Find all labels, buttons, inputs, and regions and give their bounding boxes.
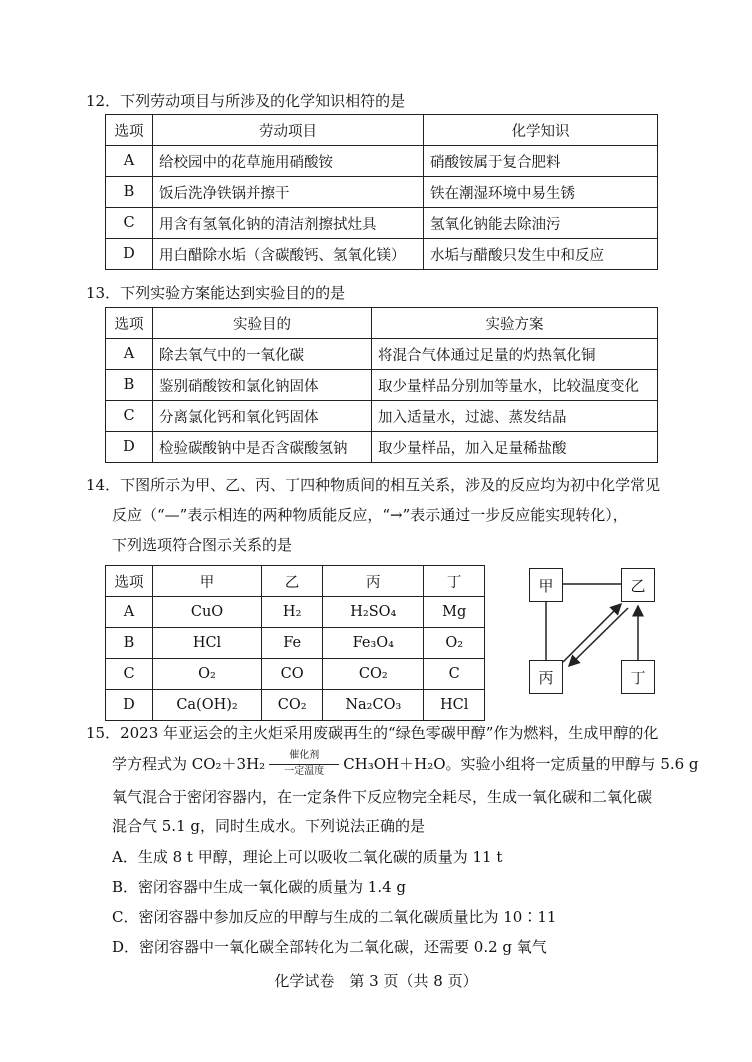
header-cell: 劳动项目 (153, 115, 424, 146)
diagram-node-jia: 甲 (529, 568, 563, 602)
table-cell: C (106, 659, 153, 690)
table-cell: CO₂ (262, 690, 323, 721)
header-cell: 选项 (106, 566, 153, 597)
table-cell: HCl (153, 628, 262, 659)
table-cell: 除去氧气中的一氧化碳 (153, 339, 372, 370)
table-cell: C (106, 208, 153, 239)
table-cell: HCl (424, 690, 485, 721)
table-cell: Ca(OH)₂ (153, 690, 262, 721)
table-cell: B (106, 370, 153, 401)
q12-table (105, 114, 658, 270)
table-cell: H₂SO₄ (323, 597, 424, 628)
table-row (106, 597, 485, 628)
q15-option-c: C．密闭容器中参加反应的甲醇与生成的二氧化碳质量比为 10∶11 (112, 908, 557, 926)
diagram-node-yi: 乙 (621, 568, 655, 602)
table-cell: 取少量样品，加入足量稀盐酸 (372, 432, 658, 463)
arrow-yi-to-bing (569, 608, 628, 666)
header-cell: 选项 (106, 308, 153, 339)
q14-table (105, 565, 485, 721)
table-row (106, 659, 485, 690)
table-cell: B (106, 177, 153, 208)
table-cell: 检验碳酸钠中是否含碳酸氢钠 (153, 432, 372, 463)
table-cell: CuO (153, 597, 262, 628)
q14-stem-line2: 反应（“—”表示相连的两种物质能反应，“→”表示通过一步反应能实现转化）， (112, 506, 628, 524)
header-cell: 实验目的 (153, 308, 372, 339)
q13-table (105, 307, 658, 463)
page-footer: 化学试卷 第 3 页（共 8 页） (274, 972, 478, 990)
header-cell: 乙 (262, 566, 323, 597)
table-cell: O₂ (153, 659, 262, 690)
q15-stem-line2 (112, 748, 699, 780)
table-cell: A (106, 339, 153, 370)
q14-stem-line3: 下列选项符合图示关系的是 (112, 536, 293, 554)
table-cell: 加入适量水，过滤、蒸发结晶 (372, 401, 658, 432)
header-cell: 化学知识 (424, 115, 658, 146)
equation-products: CH₃OH＋H₂O。实验小组将一定质量的甲醇与 5.6 g (343, 755, 699, 773)
table-cell: B (106, 628, 153, 659)
table-cell: O₂ (424, 628, 485, 659)
q15-stem-line3: 氧气混合于密闭容器内，在一定条件下反应物完全耗尽，生成一氧化碳和二氧化碳 (112, 788, 653, 806)
table-cell: D (106, 432, 153, 463)
table-row (106, 339, 658, 370)
table-cell: CO (262, 659, 323, 690)
table-cell: CO₂ (323, 659, 424, 690)
table-cell: A (106, 597, 153, 628)
table-cell: 取少量样品分别加等量水，比较温度变化 (372, 370, 658, 401)
table-cell: 用白醋除水垢（含碳酸钙、氢氧化镁） (153, 239, 424, 270)
table-cell: 分离氯化钙和氧化钙固体 (153, 401, 372, 432)
header-cell: 实验方案 (372, 308, 658, 339)
q15-stem-line1: 15．2023 年亚运会的主火炬采用废碳再生的“绿色零碳甲醇”作为燃料，生成甲醇的化 (86, 724, 659, 742)
table-cell: 铁在潮湿环境中易生锈 (424, 177, 658, 208)
table-row (106, 401, 658, 432)
q12-stem: 12．下列劳动项目与所涉及的化学知识相符的是 (86, 92, 406, 110)
diagram-node-bing: 丙 (529, 660, 563, 694)
header-cell: 选项 (106, 115, 153, 146)
table-cell: C (106, 401, 153, 432)
table-cell: 水垢与醋酸只发生中和反应 (424, 239, 658, 270)
q15-option-d: D．密闭容器中一氧化碳全部转化为二氧化碳，还需要 0.2 g 氧气 (112, 938, 547, 956)
q15-stem-line4: 混合气 5.1 g，同时生成水。下列说法正确的是 (112, 817, 425, 835)
table-cell: H₂ (262, 597, 323, 628)
table-row (106, 690, 485, 721)
condition-catalyst: 催化剂 (289, 750, 320, 761)
table-row (106, 370, 658, 401)
table-cell: D (106, 690, 153, 721)
table-row (106, 208, 658, 239)
reaction-condition (269, 750, 339, 780)
table-cell: Mg (424, 597, 485, 628)
table-row (106, 628, 485, 659)
table-cell: 给校园中的花草施用硝酸铵 (153, 146, 424, 177)
table-row (106, 177, 658, 208)
table-cell: 饭后洗净铁锅并擦干 (153, 177, 424, 208)
table-cell: Fe₃O₄ (323, 628, 424, 659)
header-cell: 丁 (424, 566, 485, 597)
table-cell: 氢氧化钠能去除油污 (424, 208, 658, 239)
arrow-bing-to-yi (563, 604, 621, 662)
table-cell: 将混合气体通过足量的灼热氧化铜 (372, 339, 658, 370)
table-row (106, 146, 658, 177)
table-cell: 鉴别硝酸铵和氯化钠固体 (153, 370, 372, 401)
table-row (106, 432, 658, 463)
table-row (106, 566, 485, 597)
diagram-node-ding: 丁 (621, 660, 655, 694)
q15-option-a: A．生成 8 t 甲醇，理论上可以吸收二氧化碳的质量为 11 t (112, 848, 503, 866)
q15-option-b: B．密闭容器中生成一氧化碳的质量为 1.4 g (112, 878, 407, 896)
header-cell: 丙 (323, 566, 424, 597)
table-row (106, 308, 658, 339)
table-cell: Fe (262, 628, 323, 659)
q14-stem-line1: 14．下图所示为甲、乙、丙、丁四种物质间的相互关系，涉及的反应均为初中化学常见 (86, 476, 661, 494)
table-row (106, 115, 658, 146)
condition-temperature: 一定温度 (284, 766, 325, 777)
table-cell: Na₂CO₃ (323, 690, 424, 721)
q13-stem: 13．下列实验方案能达到实验目的的是 (86, 284, 346, 302)
table-cell: D (106, 239, 153, 270)
table-cell: C (424, 659, 485, 690)
table-cell: 用含有氢氧化钠的清洁剂擦拭灶具 (153, 208, 424, 239)
table-cell: A (106, 146, 153, 177)
header-cell: 甲 (153, 566, 262, 597)
table-row (106, 239, 658, 270)
table-cell: 硝酸铵属于复合肥料 (424, 146, 658, 177)
equation-reactants: 学方程式为 CO₂＋3H₂ (112, 755, 266, 773)
